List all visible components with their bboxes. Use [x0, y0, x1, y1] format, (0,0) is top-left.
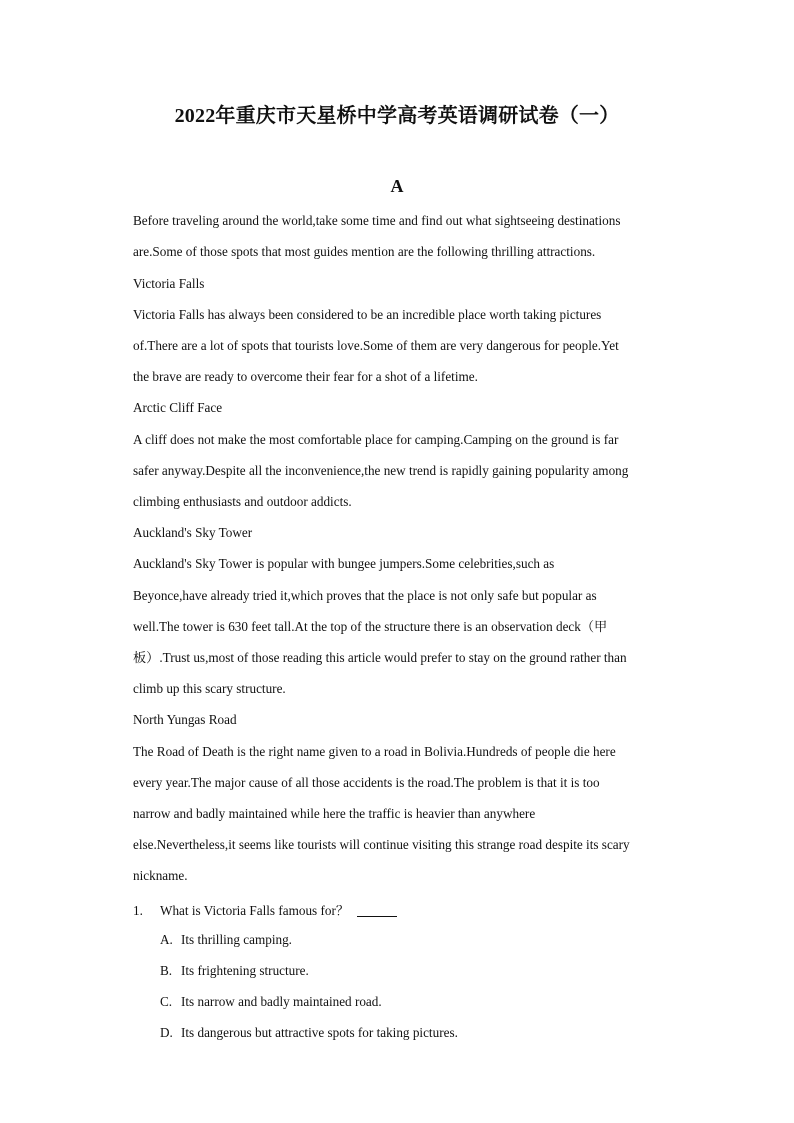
- question-text: What is Victoria Falls famous for？: [160, 903, 350, 918]
- option-letter: A.: [160, 932, 173, 947]
- passage-line: nickname.: [133, 868, 188, 883]
- passage-line: every year.The major cause of all those accidents is the road.The problem is that it is too: [133, 775, 600, 790]
- option-a[interactable]: [160, 932, 292, 948]
- answer-blank: [357, 916, 397, 917]
- option-text: Its dangerous but attractive spots for taking pictures.: [181, 1025, 458, 1040]
- option-text: Its thrilling camping.: [181, 932, 292, 947]
- passage-line: narrow and badly maintained while here the traffic is heavier than anywhere: [133, 806, 536, 821]
- passage-line: else.Nevertheless,it seems like tourists will continue visiting this strange road despite its scary: [133, 837, 630, 852]
- passage-line: The Road of Death is the right name given to a road in Bolivia.Hundreds of people die here: [133, 744, 616, 759]
- option-letter: B.: [160, 963, 173, 978]
- subheading-victoria-falls: Victoria Falls: [133, 276, 205, 291]
- passage-line: climb up this scary structure.: [133, 681, 286, 696]
- option-b[interactable]: [160, 963, 309, 979]
- subheading-arctic-cliff-face: Arctic Cliff Face: [133, 400, 223, 415]
- passage-line: the brave are ready to overcome their fear for a shot of a lifetime.: [133, 369, 478, 384]
- option-c[interactable]: [160, 994, 382, 1010]
- passage-line: A cliff does not make the most comfortable place for camping.Camping on the ground is far: [133, 432, 619, 447]
- section-heading: A: [390, 176, 404, 196]
- passage-line: 板）.Trust us,most of those reading this article would prefer to stay on the ground rather than: [133, 650, 627, 665]
- option-letter: D.: [160, 1025, 173, 1040]
- subheading-north-yungas-road: North Yungas Road: [133, 712, 237, 727]
- option-d[interactable]: [160, 1025, 458, 1041]
- passage-line: well.The tower is 630 feet tall.At the top of the structure there is an observation deck（甲: [133, 619, 608, 634]
- passage-line: Victoria Falls has always been considered to be an incredible place worth taking pictures: [133, 307, 602, 322]
- passage-line: Beyonce,have already tried it,which proves that the place is not only safe but popular as: [133, 588, 597, 603]
- option-text: Its narrow and badly maintained road.: [181, 994, 382, 1009]
- question-1: [133, 900, 397, 919]
- passage-line: Before traveling around the world,take some time and find out what sightseeing destinations: [133, 213, 621, 228]
- subheading-sky-tower: Auckland's Sky Tower: [133, 525, 253, 540]
- passage-line: are.Some of those spots that most guides mention are the following thrilling attractions.: [133, 244, 596, 259]
- passage-line: climbing enthusiasts and outdoor addicts.: [133, 494, 352, 509]
- passage-line: Auckland's Sky Tower is popular with bungee jumpers.Some celebrities,such as: [133, 556, 555, 571]
- option-letter: C.: [160, 994, 173, 1009]
- passage-line: safer anyway.Despite all the inconvenience,the new trend is rapidly gaining popularity among: [133, 463, 629, 478]
- question-number: 1.: [133, 903, 143, 918]
- option-text: Its frightening structure.: [181, 963, 309, 978]
- exam-title: 2022年重庆市天星桥中学高考英语调研试卷（一）: [174, 105, 620, 127]
- passage-line: of.There are a lot of spots that tourists love.Some of them are very dangerous for people.Yet: [133, 338, 619, 353]
